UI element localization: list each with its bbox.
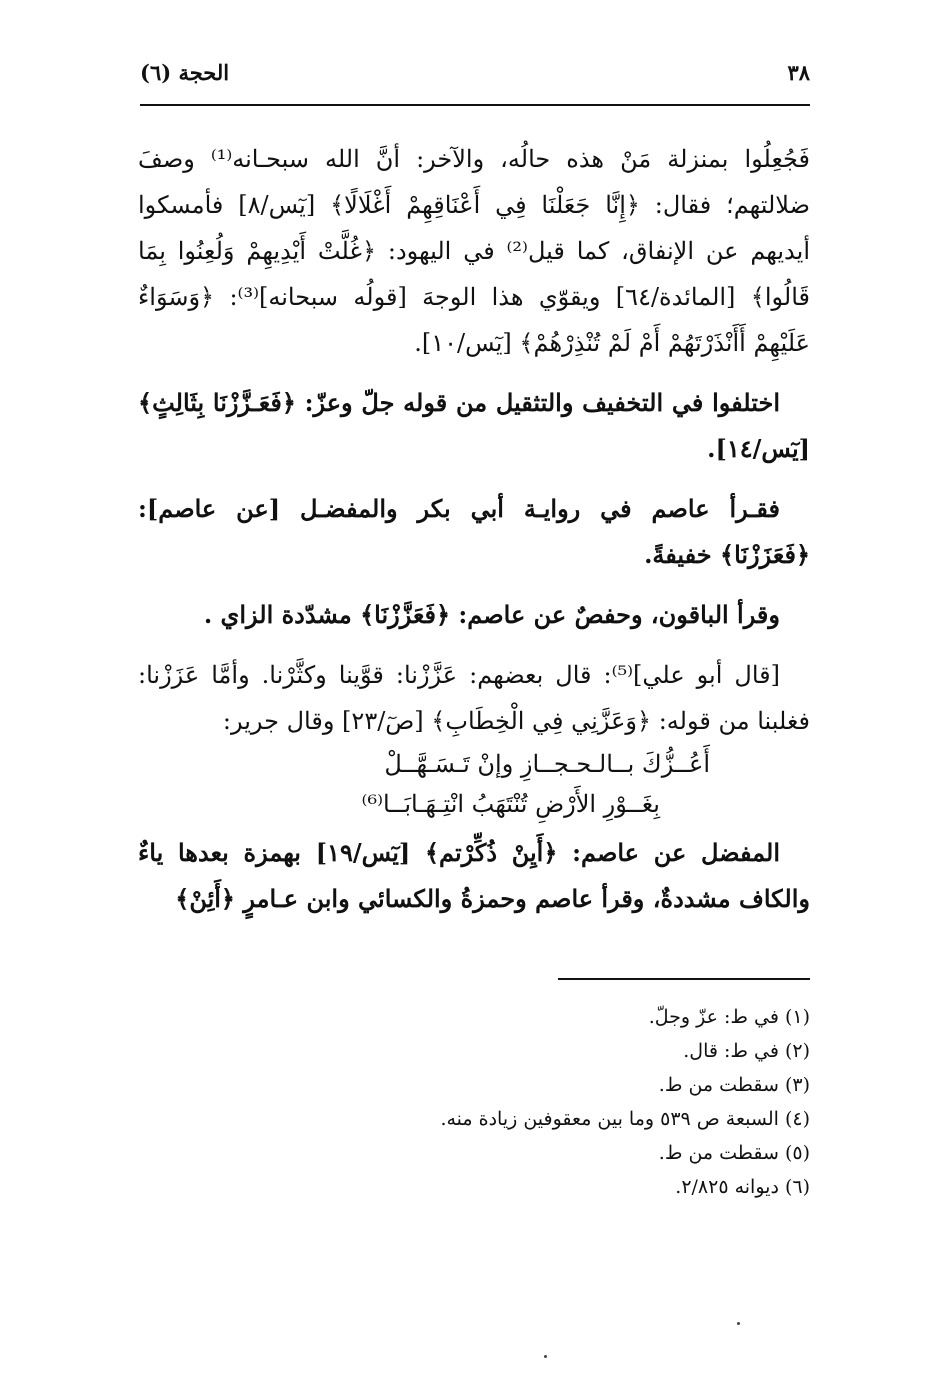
footnote-3: (٣) سقطت من ط. <box>658 1074 810 1096</box>
header-rule <box>140 104 810 106</box>
scan-speck <box>737 1322 740 1325</box>
footnote-5: (٥) سقطت من ط. <box>658 1142 810 1164</box>
verse-line-2: بِغَــوْرِ الأَرْضِ تُنْتَهَبُ انْتِـهَـابَــا⁽⁶⁾ <box>361 790 660 818</box>
page-number: ٣٨ <box>787 59 810 85</box>
verse-line-1: أَعُــزُّكَ بــالـحـجــازِ وإنْ تَـسَـهَّــلْ <box>384 750 710 778</box>
paragraph-2: اختلفوا في التخفيف والتثقيل من قوله جلّ وعزّ: ﴿فَعَـزَّزْنَا بِثَالِثٍ﴾ [يٓس/١٤]. <box>138 388 810 463</box>
footnote-6: (٦) ديوانه ٢/٨٢٥. <box>675 1176 810 1198</box>
poetry-verse <box>138 744 810 824</box>
page-header <box>140 52 810 92</box>
scan-speck <box>544 1355 547 1358</box>
paragraph-3: فقـرأ عاصم في روايـة أبي بكر والمفضـل [عن عاصم]: ﴿فَعَزَزْنَا﴾ خفيفةً. <box>138 494 810 569</box>
paragraph-1: فَجُعِلُوا بمنزلة مَنْ هذه حالُه، والآخر: أنَّ الله سبحـانه⁽¹⁾ وصفَ ضلالتهم؛ فقال: ﴿إِنَّا جَعَلْنَا فِي أَعْنَاقِهِمْ أَغْلَالًا﴾ [يٓس/٨] فأمسكوا أيديهم عن الإنفاق، كما قيل⁽²⁾ في اليهود: ﴿غُلَّتْ أَيْدِيهِمْ وَلُعِنُوا بِمَا قَالُوا﴾ [المائدة/٦٤] ويقوّي هذا الوجهَ [قولُه سبحانه]⁽³⁾: ﴿وَسَوَاءٌ عَلَيْهِمْ أَأَنْذَرْتَهُمْ أَمْ لَمْ تُنْذِرْهُمْ﴾ [يٓس/١٠]. <box>138 145 810 357</box>
paragraph-4: وقرأ الباقون، وحفصٌ عن عاصم: ﴿فَعَزَّزْنَا﴾ مشدّدة الزاي . <box>203 600 780 629</box>
footnote-1: (١) في ط: عزّ وجلّ. <box>648 1006 810 1028</box>
footnote-2: (٢) في ط: قال. <box>683 1040 810 1062</box>
footnote-4: (٤) السبعة ص ٥٣٩ وما بين معقوفين زيادة منه. <box>440 1108 810 1130</box>
main-text <box>138 136 810 936</box>
paragraph-6: المفضل عن عاصم: ﴿أَيِنْ ذُكِّرْتم﴾ [يٓس/١٩] بهمزة بعدها ياءٌ والكاف مشددةٌ، وقرأ عاصم وحمزةُ والكسائي وابن عـامرٍ ﴿أَئِنْ﴾ <box>138 838 810 913</box>
paragraph-5: [قال أبو علي]⁽⁵⁾: قال بعضهم: عَزَّزْنا: قوَّينا وكثَّرْنا. وأمَّا عَزَزْنا: فغلبنا من قوله: ﴿وَعَزَّنِي فِي الْخِطَابِ﴾ [صٓ/٢٣] وقال جرير: <box>138 661 810 735</box>
footnotes <box>140 1000 810 1204</box>
footnote-rule <box>558 978 810 980</box>
running-title: الحجة (٦) <box>140 59 230 85</box>
